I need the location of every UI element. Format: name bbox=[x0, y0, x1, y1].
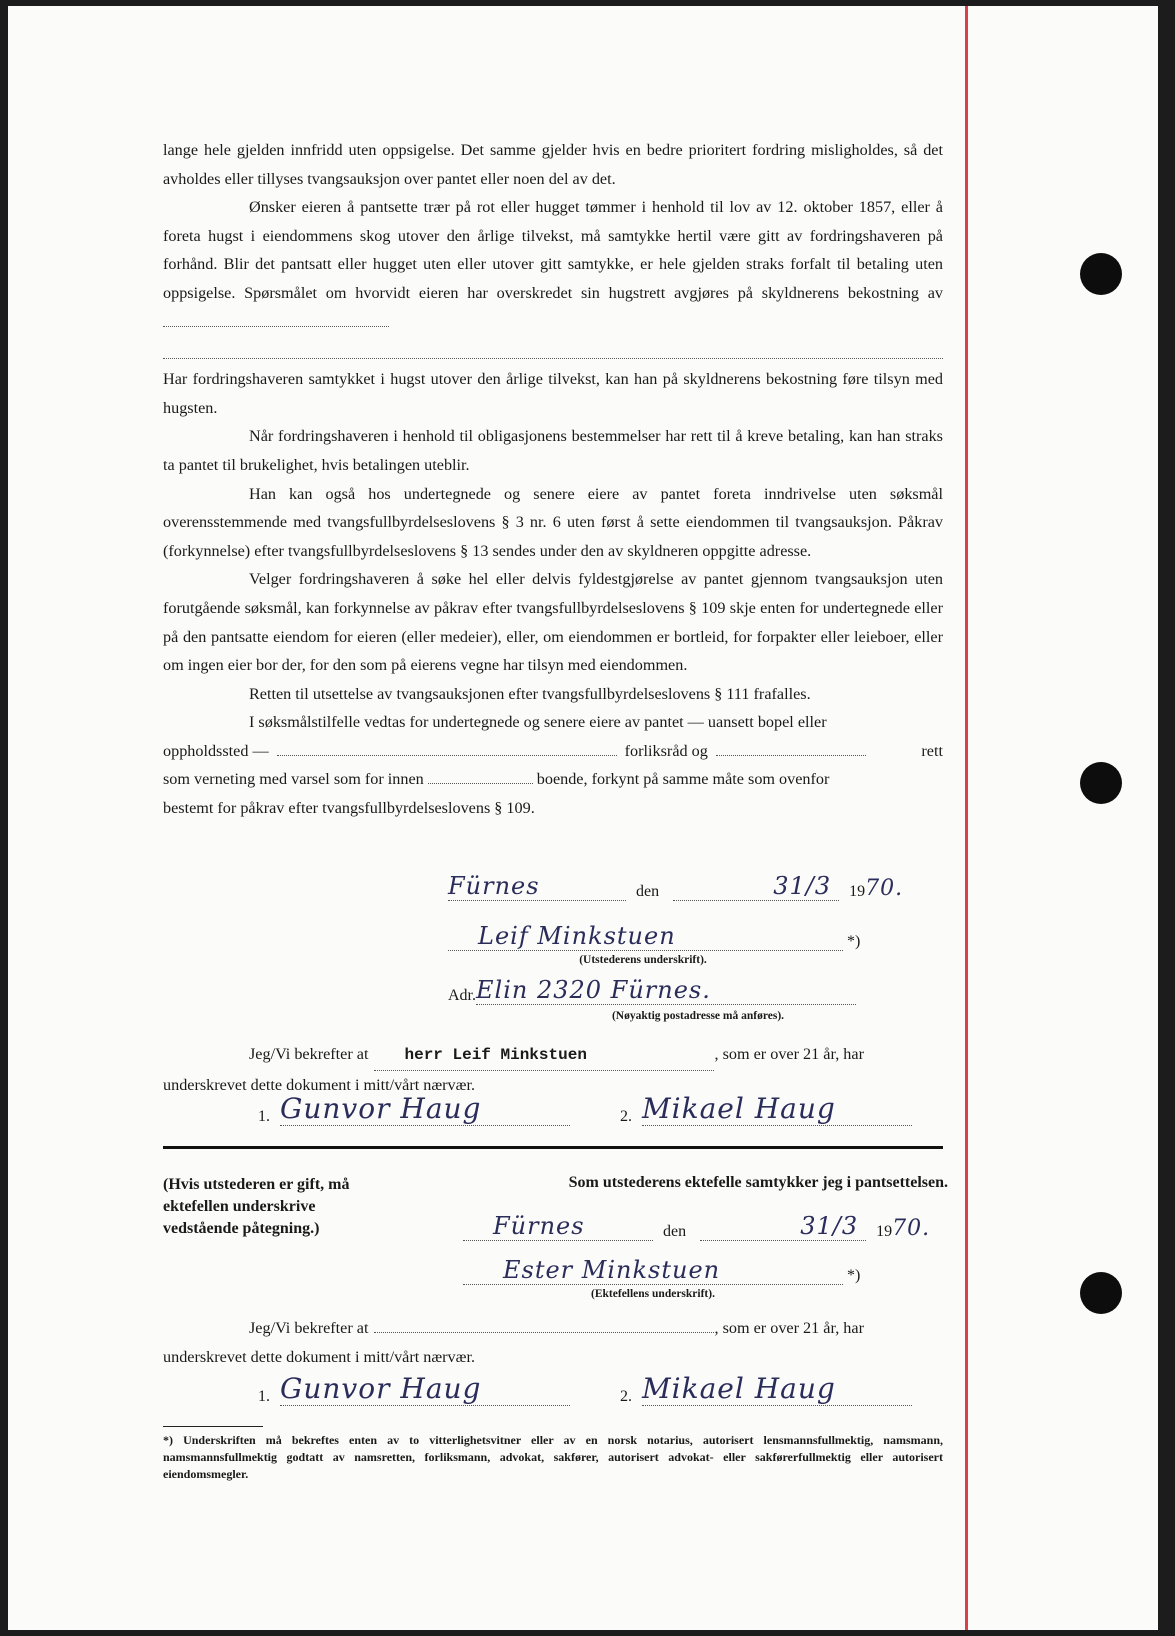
year-handwritten: 70. bbox=[892, 1216, 931, 1241]
year-handwritten: 70. bbox=[865, 876, 904, 901]
label: 19 bbox=[849, 883, 866, 900]
label: , som er over 21 år, har bbox=[714, 1045, 864, 1063]
punch-hole-icon bbox=[1080, 253, 1122, 295]
venue-line-2 bbox=[163, 765, 943, 794]
label: Jeg/Vi bekrefter at bbox=[249, 1319, 369, 1337]
paragraph: lange hele gjelden innfridd uten oppsigelse. Det samme gjelder hvis en bedre prioritert fordring misligholdes, så det avholdes eller tillyses tvangsauksjon over pantet eller noen del av det. bbox=[163, 141, 943, 188]
punch-hole-icon bbox=[1080, 762, 1122, 804]
label: 2. bbox=[620, 1388, 632, 1405]
label: rett bbox=[921, 741, 943, 760]
punch-hole-icon bbox=[1080, 1272, 1122, 1314]
paragraph: Retten til utsettelse av tvangsauksjonen efter tvangsfullbyrdelseslovens § 111 frafalles. bbox=[249, 684, 811, 703]
dotted-field bbox=[163, 311, 389, 327]
witness-signatures-1 bbox=[258, 1092, 948, 1126]
label: Adr. bbox=[448, 987, 476, 1004]
place-handwritten: Fürnes bbox=[448, 872, 626, 901]
signature-row bbox=[448, 922, 888, 951]
label: 19 bbox=[876, 1223, 893, 1240]
paragraph: Velger fordringshaveren å søke hel eller delvis fyldestgjørelse av pantet gjennom tvangsauksjon uten forutgående søksmål, kan forkynnelse av påkrav efter tvangsfullbyrdelseslovens § 109 skje enten for undertegnede eller på den pantsatte eiendom for eieren (eller medeier), eller, om eiendommen er bortleid, for forpakter eller leieboer, eller om ingen eier bor der, for den som på eierens vegne har tilsyn med eiendommen. bbox=[163, 570, 943, 675]
paragraph: Har fordringshaveren samtykket i hugst utover den årlige tilvekst, kan han på skyldnerens bekostning føre tilsyn med hugsten. bbox=[163, 370, 943, 417]
label: forliksråd og bbox=[624, 741, 708, 760]
address-row bbox=[448, 976, 868, 1005]
address-handwritten: Elin 2320 Fürnes. bbox=[476, 976, 856, 1005]
venue-line-3: bestemt for påkrav efter tvangsfullbyrdelseslovens § 109. bbox=[163, 799, 535, 818]
footnote-rule bbox=[163, 1426, 263, 1427]
witness-line bbox=[163, 1040, 943, 1071]
label: som verneting med varsel som for innen bbox=[163, 770, 424, 789]
label: underskrevet dette dokument i mitt/vårt nærvær. bbox=[163, 1347, 475, 1366]
witness-signature: Gunvor Haug bbox=[280, 1092, 570, 1126]
dotted-line bbox=[163, 336, 943, 359]
red-margin-line bbox=[965, 6, 968, 1630]
section-divider bbox=[163, 1146, 943, 1149]
label: 2. bbox=[620, 1108, 632, 1125]
spouse-note: (Hvis utstederen er gift, må ektefellen underskrive vedstående påtegning.) bbox=[163, 1176, 350, 1237]
dotted-field bbox=[374, 1318, 714, 1333]
typed-name: herr Leif Minkstuen bbox=[374, 1041, 714, 1071]
label: 1. bbox=[258, 1388, 270, 1405]
dotted-field bbox=[277, 740, 617, 756]
caption: (Ektefellens underskrift). bbox=[591, 1288, 715, 1300]
place-date-row bbox=[448, 872, 943, 901]
witness-block-1 bbox=[163, 1040, 943, 1099]
caption: (Utstederens underskrift). bbox=[579, 954, 707, 966]
paragraph: I søksmålstilfelle vedtas for undertegnede og senere eiere av pantet — uansett bopel eller bbox=[249, 713, 827, 732]
body-text-upper bbox=[163, 136, 943, 823]
witness-signature: Mikael Haug bbox=[642, 1372, 912, 1406]
footnote: *) Underskriften må bekreftes enten av to vitterlighetsvitner eller av en norsk notarius, autorisert lensmannsfullmektig, namsmann, namsmannsfullmektig godtatt av namsretten, forliksmann, advokat, sakfører, autorisert advokat- eller sakførerfullmektig eller autorisert eiendomsmegler. bbox=[163, 1433, 943, 1481]
witness-signature: Mikael Haug bbox=[642, 1092, 912, 1126]
footnote-marker: *) bbox=[847, 1267, 861, 1284]
spouse-signature-row bbox=[463, 1256, 883, 1285]
label: 1. bbox=[258, 1108, 270, 1125]
label: den bbox=[636, 883, 660, 900]
paragraph: Når fordringshaveren i henhold til obligasjonens bestemmelser har rett til å kreve betaling, kan han straks ta pantet til brukelighet, hvis betalingen uteblir. bbox=[163, 427, 943, 474]
witness-line bbox=[163, 1314, 943, 1343]
label: , som er over 21 år, har bbox=[714, 1319, 864, 1337]
label: oppholdssted — bbox=[163, 741, 269, 760]
paragraph: Ønsker eieren å pantsette trær på rot eller hugget tømmer i henhold til lov av 12. oktober 1857, eller å foreta hugst i eiendommens skog utover den årlige tilvekst, må samtykke hertil være gitt av fordringshaveren på forhånd. Blir det pantsatt eller hugget uten eller utover gitt samtykke, er hele gjelden straks forfalt til betaling uten oppsigelse. Spørsmålet om hvorvidt eieren har overskredet sin hugstrett avgjøres på skyldnerens bekostning av bbox=[163, 193, 943, 336]
label: Jeg/Vi bekrefter at bbox=[249, 1045, 369, 1063]
witness-block-2 bbox=[163, 1314, 943, 1371]
label: boende, forkynt på samme måte som ovenfor bbox=[536, 770, 830, 789]
witness-signatures-2 bbox=[258, 1372, 948, 1406]
dotted-field bbox=[716, 740, 866, 756]
label: underskrevet dette dokument i mitt/vårt nærvær. bbox=[163, 1075, 475, 1094]
spouse-place-date-row bbox=[463, 1212, 943, 1241]
dotted-field bbox=[428, 769, 533, 785]
venue-line-1 bbox=[163, 737, 943, 766]
issuer-signature: Leif Minkstuen bbox=[448, 922, 843, 951]
date-handwritten: 31/3 bbox=[700, 1212, 866, 1241]
place-handwritten: Fürnes bbox=[463, 1212, 653, 1241]
paragraph: Han kan også hos undertegnede og senere eiere av pantet foreta inndrivelse uten søksmål overensstemmende med tvangsfullbyrdelseslovens § 3 nr. 6 uten først å sette eiendommen til tvangsauksjon. Påkrav (forkynnelse) efter tvangsfullbyrdelseslovens § 13 sendes under den av skyldneren oppgitte adresse. bbox=[163, 484, 943, 560]
spouse-signature: Ester Minkstuen bbox=[463, 1256, 843, 1285]
spouse-consent: Som utstederens ektefelle samtykker jeg i pantsettelsen. bbox=[568, 1174, 948, 1191]
witness-signature: Gunvor Haug bbox=[280, 1372, 570, 1406]
footnote-marker: *) bbox=[847, 933, 861, 950]
document-page bbox=[8, 6, 1158, 1630]
date-handwritten: 31/3 bbox=[673, 872, 839, 901]
caption: (Nøyaktig postadresse må anføres). bbox=[611, 1010, 785, 1022]
label: den bbox=[663, 1223, 687, 1240]
